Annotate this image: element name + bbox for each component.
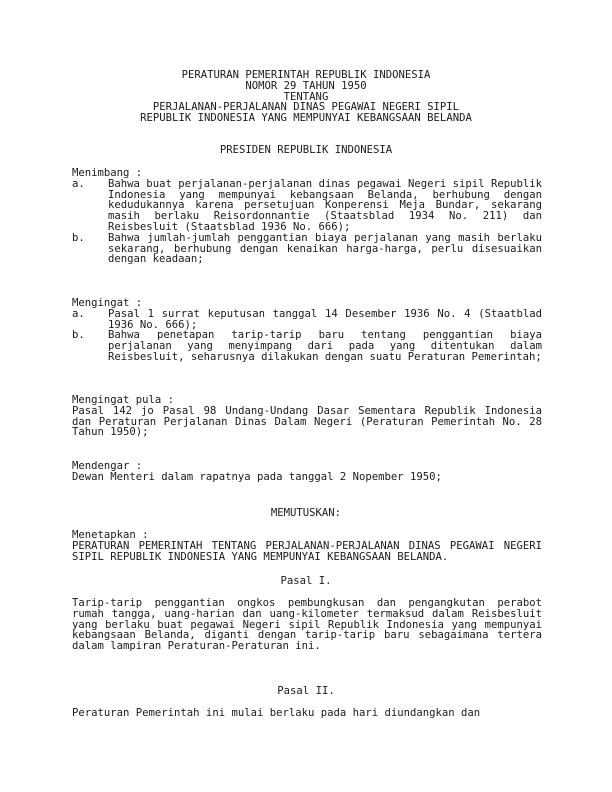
mengingat-pula-label: Mengingat pula : <box>72 394 175 406</box>
menimbang-item-b <box>72 233 542 265</box>
document-heading <box>0 70 612 124</box>
item-text: Bahwa buat perjalanan-perjalanan dinas pegawai Negeri sipil Republik Indonesia yang mempunyai kebangsaan Belanda, berhubung dengan kedudukannya karena persetujuan Konperensi Meja Bundar, sekarang masih berlaku Reisordonnantie (Staatsblad 1934 No. 211) dan Reisbesluit (Staatsblad 1936 No. 666); <box>108 177 542 233</box>
president-title: PRESIDEN REPUBLIK INDONESIA <box>219 144 393 156</box>
item-marker: a. <box>72 307 85 320</box>
pasal-2-text: Peraturan Pemerintah ini mulai berlaku pada hari diundangkan dan <box>72 707 481 719</box>
mendengar-label: Mendengar : <box>72 460 143 472</box>
heading-line-5: REPUBLIK INDONESIA YANG MEMPUNYAI KEBANGSAAN BELANDA <box>140 112 472 125</box>
mengingat-section <box>72 298 542 363</box>
heading-line-3: TENTANG <box>283 90 329 103</box>
heading-line-1: PERATURAN PEMERINTAH REPUBLIK INDONESIA <box>181 69 431 81</box>
pasal-1-text: Tarip-tarip penggantian ongkos pembungkusan dan pengangkutan perabot rumah tangga, uang-harian dan uang-kilometer termaksud dalam Reisbesluit yang berlaku buat pegawai Negeri sipil Republik Indonesia yang mempunyai kebangsaan Belanda, diganti dengan tarip-tarip baru sebagaimana tertera dalam lampiran Peraturan-Peraturan ini. <box>72 597 542 653</box>
pasal-1-title: Pasal I. <box>280 575 332 587</box>
pasal-1-body <box>72 598 542 652</box>
mendengar-section <box>72 461 542 483</box>
pasal-2-body <box>72 708 542 719</box>
menimbang-label: Menimbang : <box>72 167 143 179</box>
item-text: Pasal 1 surrat keputusan tanggal 14 Desember 1936 No. 4 (Staatblad 1936 No. 666); <box>108 307 542 331</box>
mendengar-text: Dewan Menteri dalam rapatnya pada tanggal 2 Nopember 1950; <box>72 470 442 483</box>
item-marker: a. <box>72 177 85 190</box>
heading-line-4: PERJALANAN-PERJALANAN DINAS PEGAWAI NEGERI SIPIL <box>152 101 460 114</box>
pasal-2-title: Pasal II. <box>277 685 335 697</box>
heading-line-2: NOMOR 29 TAHUN 1950 <box>245 79 367 92</box>
menetapkan-section <box>72 530 542 562</box>
item-text: Bahwa penetapan tarip-tarip baru tentang penggantian biaya perjalanan yang menyimpang dari pada yang ditentukan dalam Reisbesluit, seharusnya dilakukan dengan suatu Peraturan Pemerintah; <box>108 329 542 363</box>
memutuskan-title: MEMUTUSKAN: <box>270 507 342 519</box>
menimbang-section <box>72 168 542 265</box>
menimbang-item-a <box>72 179 542 233</box>
mengingat-item-a <box>72 309 542 331</box>
item-marker: b. <box>72 231 85 244</box>
mengingat-pula-text: Pasal 142 jo Pasal 98 Undang-Undang Dasar Sementara Republik Indonesia dan Peraturan Perjalanan Dinas Dalam Negeri (Peraturan Pemerintah No. 28 Tahun 1950); <box>72 404 542 439</box>
mengingat-pula-section <box>72 395 542 438</box>
mengingat-item-b <box>72 330 542 362</box>
item-marker: b. <box>72 329 85 342</box>
menetapkan-text: PERATURAN PEMERINTAH TENTANG PERJALANAN-PERJALANAN DINAS PEGAWAI NEGERI SIPIL REPUBLIK INDONESIA YANG MEMPUNYAI KEBANGSAAN BELANDA. <box>72 539 542 563</box>
menetapkan-label: Menetapkan : <box>72 529 149 541</box>
mengingat-label: Mengingat : <box>72 297 143 309</box>
item-text: Bahwa jumlah-jumlah penggantian biaya perjalanan yang masih berlaku sekarang, berhubung dengan kenaikan harga-harga, perlu disesuaikan dengan keadaan; <box>108 231 542 266</box>
